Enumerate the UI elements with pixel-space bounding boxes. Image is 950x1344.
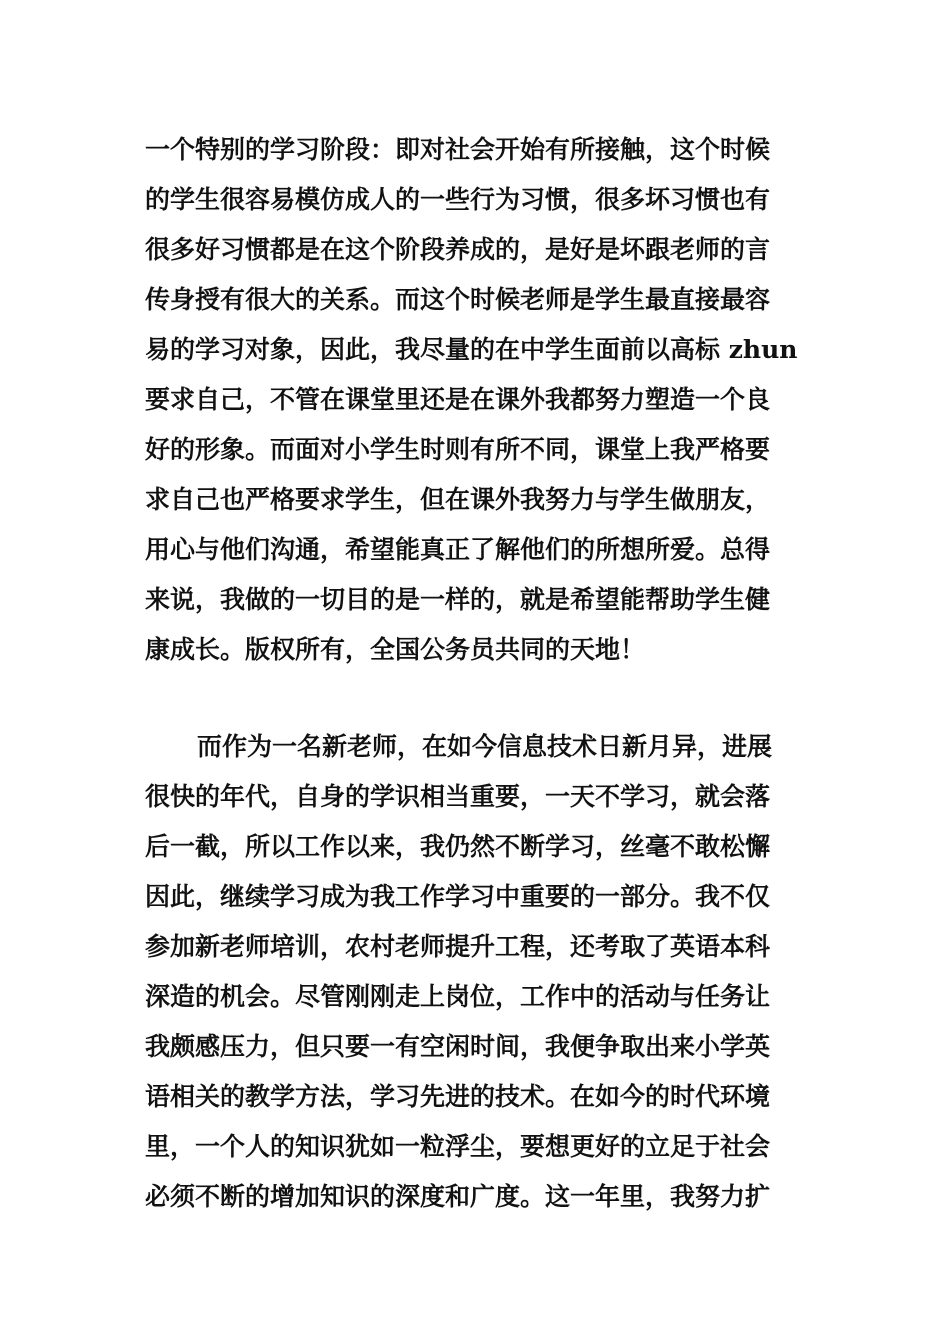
- text-line: 求自己也严格要求学生，但在课外我努力与学生做朋友，: [145, 485, 771, 514]
- text-line: 我颇感压力，但只要一有空闲时间，我便争取出来小学英: [145, 1032, 771, 1061]
- text-line: 用心与他们沟通，希望能真正了解他们的所想所爱。总得: [145, 535, 771, 564]
- text-line: 必须不断的增加知识的深度和广度。这一年里，我努力扩: [145, 1182, 771, 1211]
- text-line: 因此，继续学习成为我工作学习中重要的一部分。我不仅: [145, 882, 771, 911]
- text-line: 来说，我做的一切目的是一样的，就是希望能帮助学生健: [145, 585, 771, 614]
- text-line: 里，一个人的知识犹如一粒浮尘，要想更好的立足于社会: [145, 1132, 771, 1161]
- text-line: 要求自己，不管在课堂里还是在课外我都努力塑造一个良: [145, 385, 771, 414]
- paragraph-2: [145, 722, 772, 1222]
- text-line: 一个特别的学习阶段：即对社会开始有所接触，这个时候: [145, 135, 771, 164]
- text-line: 很快的年代，自身的学识相当重要，一天不学习，就会落: [145, 782, 771, 811]
- text-line: 的学生很容易模仿成人的一些行为习惯，很多坏习惯也有: [145, 185, 771, 214]
- text-line: 语相关的教学方法，学习先进的技术。在如今的时代环境: [145, 1082, 771, 1111]
- text-line: 传身授有很大的关系。而这个时候老师是学生最直接最容: [145, 285, 771, 314]
- text-line: 参加新老师培训，农村老师提升工程，还考取了英语本科: [145, 932, 771, 961]
- text-line: 很多好习惯都是在这个阶段养成的，是好是坏跟老师的言: [145, 235, 771, 264]
- text-line: 深造的机会。尽管刚刚走上岗位，工作中的活动与任务让: [145, 982, 771, 1011]
- text-line: 易的学习对象，因此，我尽量的在中学生面前以高标 zhun: [145, 335, 798, 364]
- text-line: 好的形象。而面对小学生时则有所不同，课堂上我严格要: [145, 435, 771, 464]
- text-line: 后一截，所以工作以来，我仍然不断学习，丝毫不敢松懈: [145, 832, 771, 861]
- text-line-indented: 而作为一名新老师，在如今信息技术日新月异，进展: [197, 732, 773, 761]
- paragraph-1: [145, 125, 797, 675]
- text-line: 康成长。版权所有，全国公务员共同的天地！: [145, 635, 646, 664]
